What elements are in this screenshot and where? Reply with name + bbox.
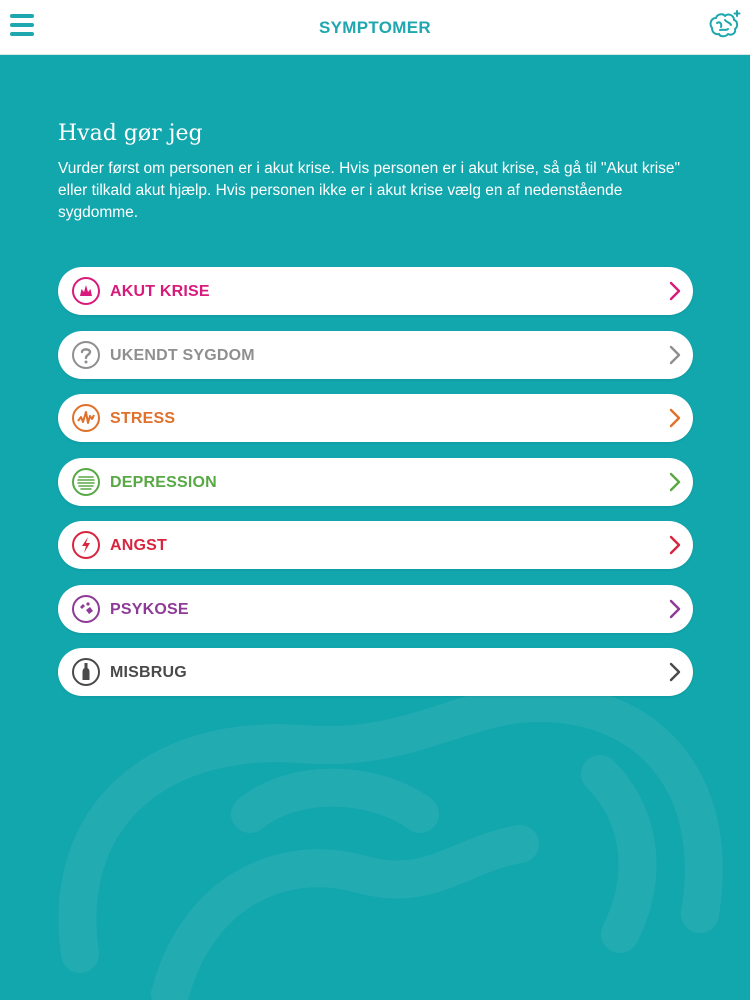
list-item-ukendt-sygdom[interactable] (58, 331, 693, 379)
list-item-label: AKUT KRISE (110, 283, 210, 300)
depression-icon (71, 467, 101, 497)
section-heading: Hvad gør jeg (58, 121, 203, 146)
list-item-label: DEPRESSION (110, 473, 217, 491)
list-item-label: STRESS (110, 410, 176, 427)
chevron-right-icon (669, 535, 681, 555)
lightning-icon (71, 530, 101, 560)
symptom-list (58, 267, 693, 712)
list-item-misbrug[interactable] (58, 648, 693, 696)
list-item-angst[interactable] (58, 521, 693, 569)
top-bar (0, 0, 750, 55)
list-item-label: ANGST (110, 537, 167, 554)
bottle-icon (71, 657, 101, 687)
list-item-psykose[interactable] (58, 585, 693, 633)
chevron-right-icon (669, 662, 681, 682)
chevron-right-icon (669, 281, 681, 301)
list-item-akut-krise[interactable] (58, 267, 693, 315)
list-item-label: MISBRUG (110, 664, 187, 681)
chevron-right-icon (669, 408, 681, 428)
psychosis-icon (71, 594, 101, 624)
crisis-icon (71, 276, 101, 306)
brain-icon[interactable] (706, 8, 742, 44)
list-item-depression[interactable] (58, 458, 693, 506)
intro-text: Vurder først om personen er i akut krise. Hvis personen er i akut krise, så gå til "Akut krise" eller tilkald akut hjælp. Hvis personen ikke er i akut krise vælg en af nedenstående sygdomme. (58, 160, 681, 221)
question-icon (71, 340, 101, 370)
chevron-right-icon (669, 599, 681, 619)
chevron-right-icon (669, 345, 681, 365)
chevron-right-icon (669, 472, 681, 492)
list-item-label: UKENDT SYGDOM (110, 346, 255, 364)
page-title: SYMPTOMER (319, 18, 431, 37)
list-item-stress[interactable] (58, 394, 693, 442)
list-item-label: PSYKOSE (110, 600, 189, 618)
stress-icon (71, 403, 101, 433)
